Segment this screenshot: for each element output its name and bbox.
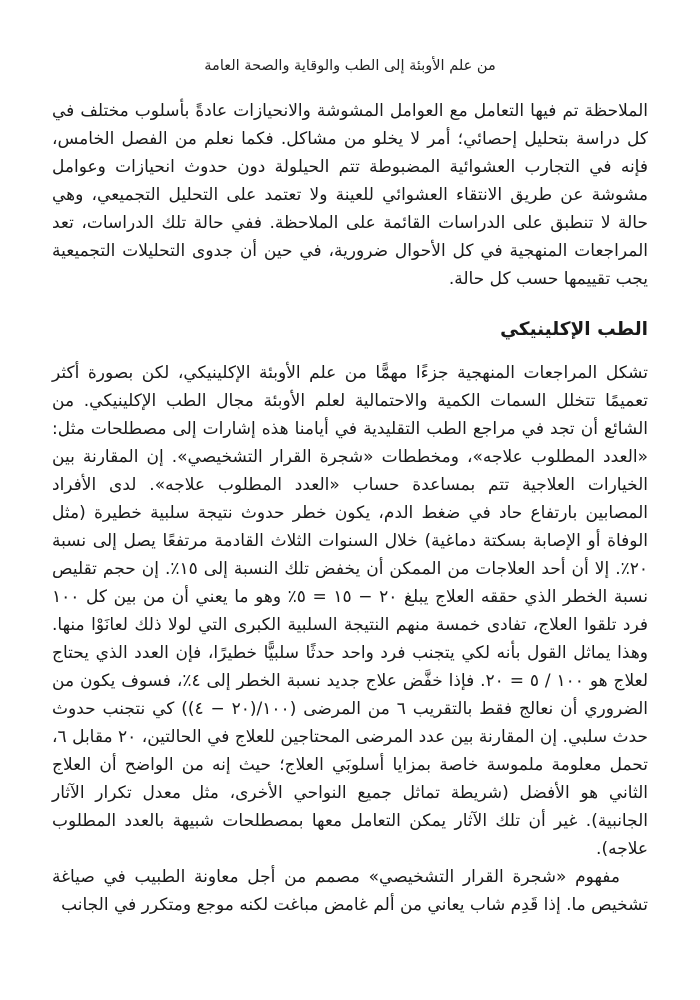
- section-heading: الطب الإكلينيكي: [500, 319, 648, 340]
- running-head: من علم الأوبئة إلى الطب والوقاية والصحة العامة: [204, 58, 496, 74]
- paragraph-decision-tree: مفهوم «شجرة القرار التشخيصي» مصمم من أجل معاونة الطبيب في صياغة تشخيص ما. إذا قَدِم شاب يعاني من ألم غامض مباغت لكنه موجع ومتكرر في الجانب: [52, 867, 648, 915]
- body-text: [52, 97, 648, 919]
- paragraph-continuation: الملاحظة تم فيها التعامل مع العوامل المشوشة والانحيازات عادةً بأسلوب مختلف في كل دراسة بتحليل إحصائي؛ أمر لا يخلو من مشاكل. فكما نعلم من الفصل الخامس، فإنه في التجارب العشوائية المضبوطة تتم الحيلولة دون حدوث انحيازات وعوامل مشوشة عن طريق الانتقاء العشوائي للعينة ولا تعتمد على التحليل التجميعي، وهي حالة لا تنطبق على الدراسات القائمة على الملاحظة. ففي حالة تلك الدراسات، تعد المراجعات المنهجية في كل الأحوال ضرورية، في حين أن جدوى التحليلات التجميعية يجب تقييمها حسب كل حالة.: [52, 101, 648, 289]
- paragraph-clinical-medicine: تشكل المراجعات المنهجية جزءًا مهمًّا من علم الأوبئة الإكلينيكي، لكن بصورة أكثر تعميمًا تتخلل السمات الكمية والاحتمالية لعلم الأوبئة مجال الطب الإكلينيكي. من الشائع أن تجد في مراجع الطب التقليدية في أيامنا هذه إشارات إلى مصطلحات مثل: «العدد المطلوب علاجه»، ومخططات «شجرة القرار التشخيصي». إن المقارنة بين الخيارات العلاجية تتم بمساعدة حساب «العدد المطلوب علاجه». لدى الأفراد المصابين بارتفاع حاد في ضغط الدم، يكون خطر حدوث نتيجة سلبية خطيرة (مثل الوفاة أو الإصابة بسكتة دماغية) خلال السنوات الثلاث القادمة مرتفعًا يصل إلى نسبة ٢٠٪. إلا أن أحد العلاجات من الممكن أن يخفض تلك النسبة إلى ١٥٪. إن حجم تقليص نسبة الخطر الذي حققه العلاج يبلغ ٢٠ − ١٥ = ٥٪ وهو ما يعني أن من بين كل ١٠٠ فرد تلقوا العلاج، تفادى خمسة منهم النتيجة السلبية الكبرى التي لولا ذلك لعانَوْا منها. وهذا يماثل القول بأنه لكي يتجنب فرد واحد حدثًا سلبيًّا خطيرًا، فإن العدد الذي يحتاج لعلاج هو ١٠٠ / ٥ = ٢٠. فإذا خفَّض علاج جديد نسبة الخطر إلى ٤٪، فسوف يكون من الضروري أن نعالج فقط بالتقريب ٦ من المرضى (١٠٠/(٢٠ − ٤)) كي نتجنب حدوث حدث سلبي. إن المقارنة بين عدد المرضى المحتاجين للعلاج في الحالتين، ٢٠ مقابل ٦، تحمل معلومة ملموسة خاصة بمزايا أسلوبَي العلاج؛ حيث إنه من الواضح أن العلاج الثاني هو الأفضل (شريطة تماثل جميع النواحي الأخرى، مثل معدل تكرار الآثار الجانبية). غير أن تلك الآثار يمكن التعامل معها بمصطلحات شبيهة بالعدد المطلوب علاجه).: [52, 363, 649, 859]
